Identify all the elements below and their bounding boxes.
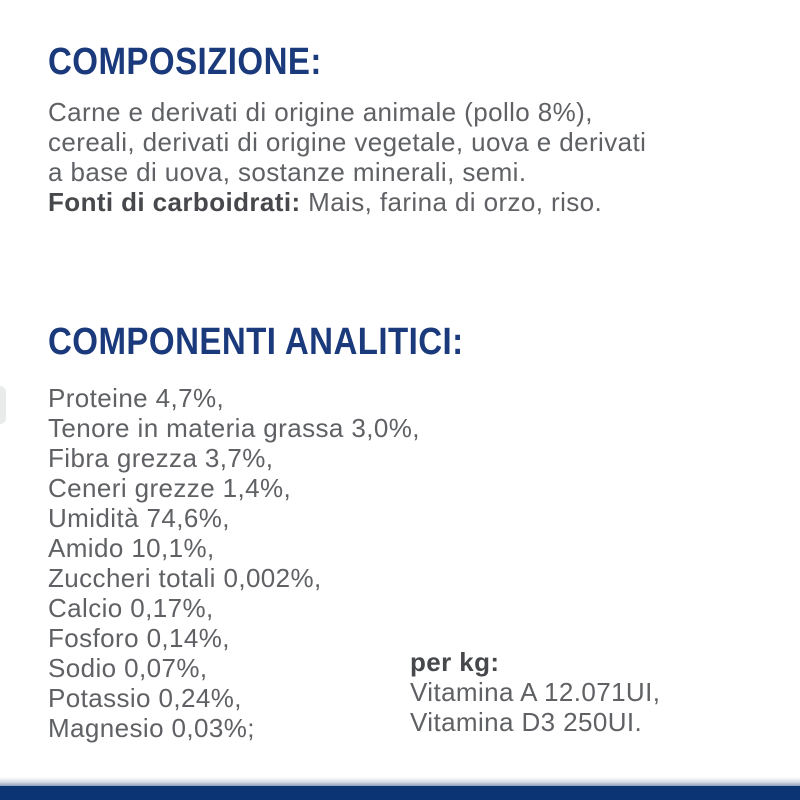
carb-sources-text: Mais, farina di orzo, riso.: [300, 187, 603, 217]
per-kg-item: Vitamina A 12.071UI,: [410, 677, 661, 707]
composition-line: cereali, derivati di origine vegetale, uova e derivati: [48, 127, 647, 157]
analytical-item: Tenore in materia grassa 3,0%,: [48, 413, 420, 443]
per-kg-label: per kg:: [410, 647, 500, 677]
composition-paragraph: [48, 97, 646, 217]
analytical-item: Sodio 0,07%,: [48, 653, 208, 683]
composition-line: a base di uova, sostanze minerali, semi.: [48, 157, 527, 187]
composition-line: Carne e derivati di origine animale (pollo 8%),: [48, 97, 593, 127]
analytical-item: Zuccheri totali 0,002%,: [48, 563, 322, 593]
per-kg-block: [410, 647, 660, 737]
analytical-item: Fibra grezza 3,7%,: [48, 443, 274, 473]
per-kg-item: Vitamina D3 250UI.: [410, 707, 643, 737]
analytical-list: [48, 383, 420, 743]
analytical-item: Proteine 4,7%,: [48, 383, 225, 413]
analytical-item: Magnesio 0,03%;: [48, 713, 255, 743]
left-edge-print-artifact: [0, 386, 6, 424]
analytical-item: Ceneri grezze 1,4%,: [48, 473, 292, 503]
footer-bar: [0, 786, 800, 800]
carb-sources-line: [48, 187, 646, 217]
footer-fade-band: [0, 777, 800, 786]
analytical-item: Fosforo 0,14%,: [48, 623, 230, 653]
carb-sources-label: Fonti di carboidrati:: [48, 187, 301, 217]
analytical-heading: COMPONENTI ANALITICI:: [48, 321, 464, 363]
analytical-item: Potassio 0,24%,: [48, 683, 242, 713]
analytical-item: Calcio 0,17%,: [48, 593, 214, 623]
composition-heading: COMPOSIZIONE:: [48, 41, 322, 83]
analytical-item: Amido 10,1%,: [48, 533, 215, 563]
analytical-item: Umidità 74,6%,: [48, 503, 230, 533]
